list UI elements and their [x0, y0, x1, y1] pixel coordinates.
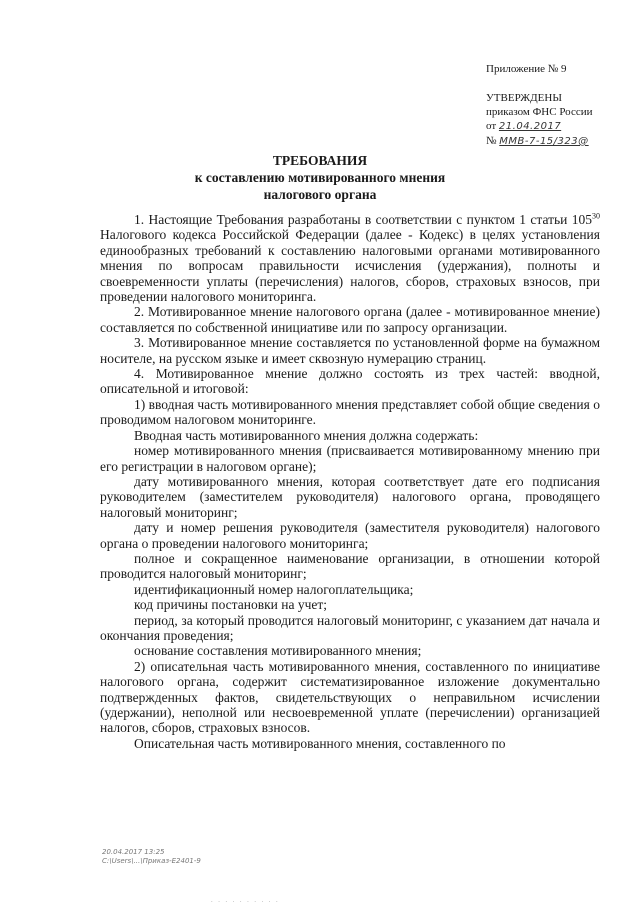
paragraph: код причины постановки на учет;	[134, 597, 328, 613]
number-prefix: №	[486, 135, 497, 147]
paragraph: полное и сокращенное наименование организации, в отношении которой проводится налоговый мониторинг;	[100, 550, 600, 582]
date-prefix: от	[486, 120, 497, 132]
approval-block	[486, 62, 626, 149]
paragraph: 4. Мотивированное мнение должно состоять из трех частей: вводной, описательной и итоговой:	[100, 366, 600, 397]
paragraph: 2. Мотивированное мнение налогового органа (далее - мотивированное мнение) составляется по собственной инициативе или по запросу организации.	[100, 304, 600, 335]
paragraph: Вводная часть мотивированного мнения должна содержать:	[134, 427, 479, 443]
document-title	[100, 152, 540, 203]
paragraph: Описательная часть мотивированного мнения, составленного по	[134, 735, 506, 751]
approved-label: УТВЕРЖДЕНЫ	[486, 92, 562, 104]
footer-timestamp: 20.04.2017 13:25	[102, 848, 165, 856]
paragraph: номер мотивированного мнения (присваивается мотивированному мнению при его регистрации в налоговом органе);	[100, 443, 600, 474]
title-line-2: к составлению мотивированного мнения	[194, 170, 446, 185]
paragraph: 2) описательная часть мотивированного мнения, составленного по инициативе налогового органа, содержит систематизированное изложение документально подтвержденных фактов, свидетельствующих о неправильном исчислении (удержании), неполной или несвоевременной уплате (перечислении) организацией налогов, сборов, страховых взносов.	[100, 658, 600, 736]
paragraph: основание составления мотивированного мнения;	[134, 643, 422, 659]
order-date-line	[486, 119, 626, 134]
paragraph: дату мотивированного мнения, которая соответствует дате его подписания руководителем (заместителем руководителя) налогового органа, проводящего налоговый мониторинг;	[100, 473, 600, 520]
order-date-handwritten: 21.04.2017	[498, 121, 562, 132]
paragraph: 3. Мотивированное мнение составляется по установленной форме на бумажном носителе, на русском языке и имеет сквозную нумерацию страниц.	[100, 335, 600, 366]
document-body	[100, 212, 600, 751]
paragraph: период, за который проводится налоговый мониторинг, с указанием дат начала и окончания проведения;	[100, 612, 600, 643]
order-number-line	[486, 134, 626, 149]
superscript: 30	[592, 211, 600, 221]
paragraph: 1. Настоящие Требования разработаны в соответствии с пунктом 1 статьи $105^{30}$ Налогового кодекса Российской Федерации (далее - Кодекс) в целях установления единообразных требований к составлению налоговыми органами мотивированного мнения по вопросам правильности исчисления (удержания), полноты и своевременности уплаты (перечисления) налогов, сборов, страховых взносов, при проведении налогового мониторинга.	[100, 211, 600, 305]
paragraph: идентификационный номер налогоплательщика;	[134, 581, 414, 597]
scan-edge-marks: . . . . . . . . . .	[210, 897, 279, 904]
paragraph: дату и номер решения руководителя (заместителя руководителя) налогового органа о проведении налогового мониторинга;	[100, 520, 600, 551]
print-footer	[102, 848, 201, 866]
title-line-1: ТРЕБОВАНИЯ	[272, 153, 368, 168]
footer-filepath: C:\Users\...\Приказ-E2401-9	[102, 857, 201, 865]
order-number-handwritten: ММВ-7-15/323@	[499, 136, 589, 147]
paragraph: 1) вводная часть мотивированного мнения представляет собой общие сведения о проводимом налоговом мониторинге.	[100, 396, 600, 428]
title-line-3: налогового органа	[263, 187, 377, 202]
appendix-number: Приложение № 9	[486, 63, 567, 75]
order-label: приказом ФНС России	[486, 106, 593, 118]
